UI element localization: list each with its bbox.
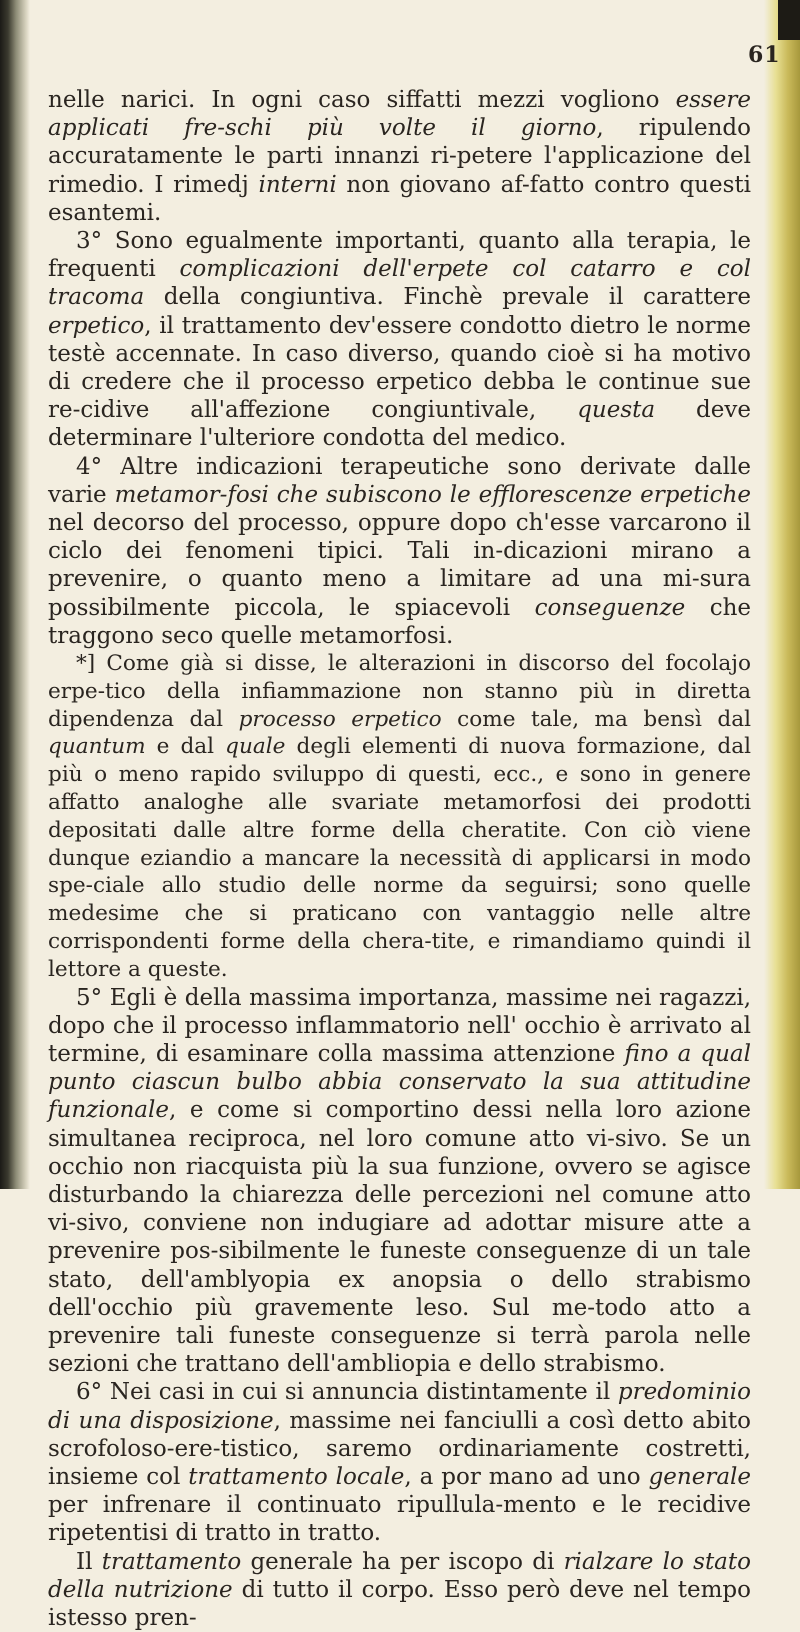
text-run: 6° Nei casi in cui si annuncia distintamente il <box>76 1379 618 1406</box>
text-run: , ripulendo accuratamente le parti innanzi ri-petere l'applicazione del rimedio. I rimedj <box>48 115 751 198</box>
body-text <box>48 86 751 1632</box>
italic-text-run: processo erpetico <box>238 706 442 732</box>
italic-text-run: trattamento <box>101 1548 242 1575</box>
italic-text-run: essere applicati fre-schi più volte il giorno <box>48 87 751 142</box>
text-run: degli elementi di nuova formazione, dal più o meno rapido sviluppo di questi, ecc., e sono in genere affatto analoghe alle svariate metamorfosi dei prodotti depositati dalle altre forme della cheratite. Con ciò viene dunque eziandio a mancare la necessità di applicarsi in modo spe-ciale allo studio delle norme da seguirsi; sono quelle medesime che si praticano con vantaggio nelle altre corrispondenti forme della chera-tite, e rimandiamo quindi il lettore a queste. <box>48 734 751 982</box>
paragraph-point-3 <box>48 227 751 453</box>
italic-text-run: trattamento locale <box>188 1464 405 1491</box>
page-number: 61 <box>748 42 781 68</box>
italic-text-run: metamor-fosi che subiscono le efflorescenze erpetiche <box>114 481 751 508</box>
italic-text-run: conseguenze <box>534 594 686 621</box>
italic-text-run: questa <box>577 397 656 424</box>
text-run: 3° Sono egualmente importanti, quanto alla terapia, le frequenti <box>48 228 751 283</box>
italic-text-run: erpetico <box>48 312 145 339</box>
text-run: deve determinare l'ulteriore condotta del medico. <box>48 397 751 452</box>
paragraph-continuation <box>48 86 751 227</box>
text-run: , a por mano ad uno <box>404 1464 649 1491</box>
italic-text-run: fino a qual punto ciascun bulbo abbia conservato la sua attitudine funzionale <box>48 1041 751 1124</box>
text-run: e dal <box>145 734 226 760</box>
text-run: *] Come già si disse, le alterazioni in discorso del focolajo erpe-tico della infiammazione non stanno più in diretta dipendenza dal <box>48 651 751 732</box>
page-corner-shadow <box>778 0 800 40</box>
paragraph-footnote <box>48 650 751 984</box>
text-run: 5° Egli è della massima importanza, massime nei ragazzi, dopo che il processo inflammatorio nell' occhio è arrivato al termine, di esaminare colla massima attenzione <box>48 984 751 1068</box>
text-run: , e come si comportino dessi nella loro azione simultanea reciproca, nel loro comune atto vi-sivo. Se un occhio non riacquista più la sua funzione, ovvero se agisce disturbando la chiarezza delle percezioni nel comune atto vi-sivo, conviene non indugiare ad adottar misure atte a prevenire pos-sibilmente le funeste conseguenze di un tale stato, dell'amblyopia ex anopsia o dello strabismo dell'occhio più gravemente leso. Sul me-todo atto a prevenire tali funeste conseguenze si terrà parola nelle sezioni che trattano dell'ambliopia e dello strabismo. <box>48 1097 751 1378</box>
text-run: generale ha per iscopo di <box>241 1548 564 1575</box>
text-run: per infrenare il continuato ripullula-mento e le recidive ripetentisi di tratto in tratto. <box>48 1492 751 1547</box>
text-run: che traggono seco quelle metamorfosi. <box>48 594 751 649</box>
text-run: , il trattamento dev'essere condotto dietro le norme testè accennate. In caso diverso, quando cioè si ha motivo di credere che il processo erpetico debba le continue sue re-cidive all'affezione congiuntivale, <box>48 312 751 424</box>
italic-text-run: complicazioni dell'erpete col catarro e col tracoma <box>48 256 751 311</box>
text-run: di tutto il corpo. Esso però deve nel tempo istesso pren- <box>48 1576 751 1632</box>
italic-text-run: generale <box>648 1464 751 1491</box>
italic-text-run: interni <box>258 171 337 198</box>
text-run: come tale, ma bensì dal <box>441 706 751 732</box>
book-binding-edge <box>0 0 30 1189</box>
text-run: , massime nei fanciulli a così detto abito scrofoloso-ere-tistico, saremo ordinariamente costretti, insieme col <box>48 1407 751 1491</box>
text-run: della congiuntiva. Finchè prevale il carattere <box>144 284 751 311</box>
paragraph-point-5 <box>48 984 751 1379</box>
text-run: non giovano af-fatto contro questi esantemi. <box>48 171 751 226</box>
page-edge-right <box>764 0 800 1189</box>
italic-text-run: predominio di una disposizione <box>48 1379 751 1434</box>
text-run: nelle narici. In ogni caso siffatti mezzi vogliono <box>48 87 676 113</box>
text-run: nel decorso del processo, oppure dopo ch'esse varcarono il ciclo dei fenomeni tipici. Tali in-dicazioni mirano a prevenire, o quanto meno a limitare ad una mi-sura possibilmente piccola, le spiacevoli <box>48 510 751 621</box>
paragraph-general-treatment <box>48 1548 751 1632</box>
italic-text-run: quantum <box>48 734 146 760</box>
italic-text-run: rialzare lo stato della nutrizione <box>48 1548 751 1603</box>
text-run: 4° Altre indicazioni terapeutiche sono derivate dalle varie <box>48 453 751 508</box>
paragraph-point-4 <box>48 453 751 650</box>
text-run: Il <box>76 1548 102 1575</box>
italic-text-run: quale <box>225 734 286 760</box>
paragraph-point-6 <box>48 1378 751 1547</box>
